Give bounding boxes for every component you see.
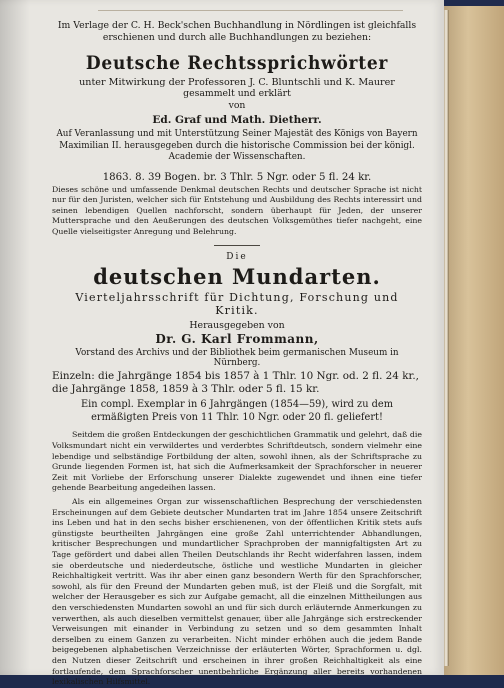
book2-paragraph-2: Als ein allgemeines Organ zur wissenschaftlichen Besprechung der verschiedensten Erscheinungen auf dem Gebiete deutscher Mundarten trat im Jahre 1854 unsere Zeitschrift ins Leben und hat in den sechs bisher erschienenen, von der öffentlichen Kritik stets aufs günstigste beurtheilten Jahrgängen eine große Zahl unterrichtender Abhandlungen, kritischer Besprechungen und mundartlicher Sprachproben der mannigfaltigsten Art zu Tage gefördert und dabei allen Theilen Deutschlands ihr Recht widerfahren lassen, indem sie oberdeutsche und niederdeutsche, östliche und westliche Mundarten in gleicher Reichhaltigkeit vertritt. Was ihr aber einen ganz besondern Werth für den Sprachforscher, sowohl, als für den Freund der Mundarten geben muß, ist der Fleiß und die Sorgfalt, mit welcher der Herausgeber es sich zur Aufgabe gemacht, all die einzelnen Mittheilungen aus den verschiedensten Mundarten sowohl an und für sich durch erläuternde Anmerkungen zu verwerthen, als auch dieselben vermittelst genauer, über alle Jahrgänge sich erstreckender Verweisungen mit einander in Verbindung zu setzen und so dem gesammten Inhalt derselben zu einem Ganzen zu verarbeiten. Nicht minder erhöhen auch die jedem Bande beigegebenen alphabetischen Verzeichnisse der erläuterten Wörter, Sprachformen u. dgl. den Nutzen dieser Zeitschrift und erscheinen in ihrer großen Reichhaltigkeit als eine fortlaufende, dem Sprachforscher unentbehrliche Ergänzung aller bereits vorhandenen lexikalischen Hilfsmittel. bbox=[52, 497, 422, 687]
book2-affiliation: Vorstand des Archivs und der Bibliothek beim germanischen Museum in Nürnberg. bbox=[75, 348, 399, 369]
publisher-intro: Im Verlage der C. H. Beck'schen Buchhandlung in Nördlingen ist gleichfalls erschienen und durch alle Buchhandlungen zu beziehen: bbox=[57, 20, 417, 43]
book2-editor-intro: Herausgegeben von bbox=[189, 320, 285, 332]
book2-title: deutschen Mundarten. bbox=[93, 264, 381, 290]
advertisement-content bbox=[52, 14, 422, 688]
book1-title: Deutsche Rechtssprichwörter bbox=[85, 53, 389, 74]
book1-price: 1863. 8. 39 Bogen. br. 3 Thlr. 5 Ngr. oder 5 fl. 24 kr. bbox=[102, 171, 372, 183]
book2-subtitle: Vierteljahrsschrift für Dichtung, Forschung und Kritik. bbox=[75, 291, 399, 318]
book2-die: Die bbox=[226, 252, 248, 263]
top-rule bbox=[98, 10, 403, 11]
book2-editor: Dr. G. Karl Frommann, bbox=[155, 332, 319, 347]
section-divider bbox=[214, 245, 260, 246]
book1-subtitle2: gesammelt und erklärt bbox=[183, 88, 291, 99]
binding-shadow bbox=[0, 0, 30, 675]
book2-single-prices: Einzeln: die Jahrgänge 1854 bis 1857 à 1 Thlr. 10 Ngr. od. 2 fl. 24 kr., die Jahrgänge 1858, 1859 à 3 Thlr. oder 5 fl. 15 kr. bbox=[52, 370, 419, 396]
book1-subtitle: unter Mitwirkung der Professoren J. C. Bluntschli und K. Maurer bbox=[79, 77, 395, 88]
book2-paragraph-1: Seitdem die großen Entdeckungen der geschichtlichen Grammatik und gelehrt, daß die Volksmundart nicht ein verwildertes und verderbtes Schriftdeutsch, sondern vielmehr eine lebendige und selbständige Fortbildung der alten, sowohl ihnen, als der Schriftsprache zu Grunde liegenden Formen ist, hat sich die Aufmerksamkeit der Sprachforscher in neuerer Zeit mit Vorliebe der Erforschung unserer Dialekte zugewendet und ihnen eine tiefer gehende Bearbeitung angedeihen lassen. bbox=[52, 430, 422, 493]
book-cover-edge bbox=[444, 6, 504, 675]
book1-von: von bbox=[228, 100, 246, 111]
book1-commission: Auf Veranlassung und mit Unterstützung Seiner Majestät des Königs von Bayern Maximilian II. herausgegeben durch die historische Commission bei der königl. Academie der Wissenschaften. bbox=[56, 129, 418, 162]
book1-authors: Ed. Graf und Math. Dietherr. bbox=[152, 114, 322, 126]
book1-blurb: Dieses schöne und umfassende Denkmal deutschen Rechts und deutscher Sprache ist nicht nur für den Juristen, welcher sich für Entstehung und Ausbildung des Rechts interessirt und seinen lebendigen Quellen nachforscht, sondern überhaupt für Jeden, der unserer Muttersprache und den Aeußerungen des deutschen Volksgemüthes tiefer nachgeht, eine Quelle vielseitigster Anregung und Belehrung. bbox=[52, 184, 422, 236]
book2-complete-offer: Ein compl. Exemplar in 6 Jahrgängen (1854—59), wird zu dem ermäßigten Preis von 11 Thlr. 10 Ngr. oder 20 fl. geliefert! bbox=[80, 399, 393, 424]
